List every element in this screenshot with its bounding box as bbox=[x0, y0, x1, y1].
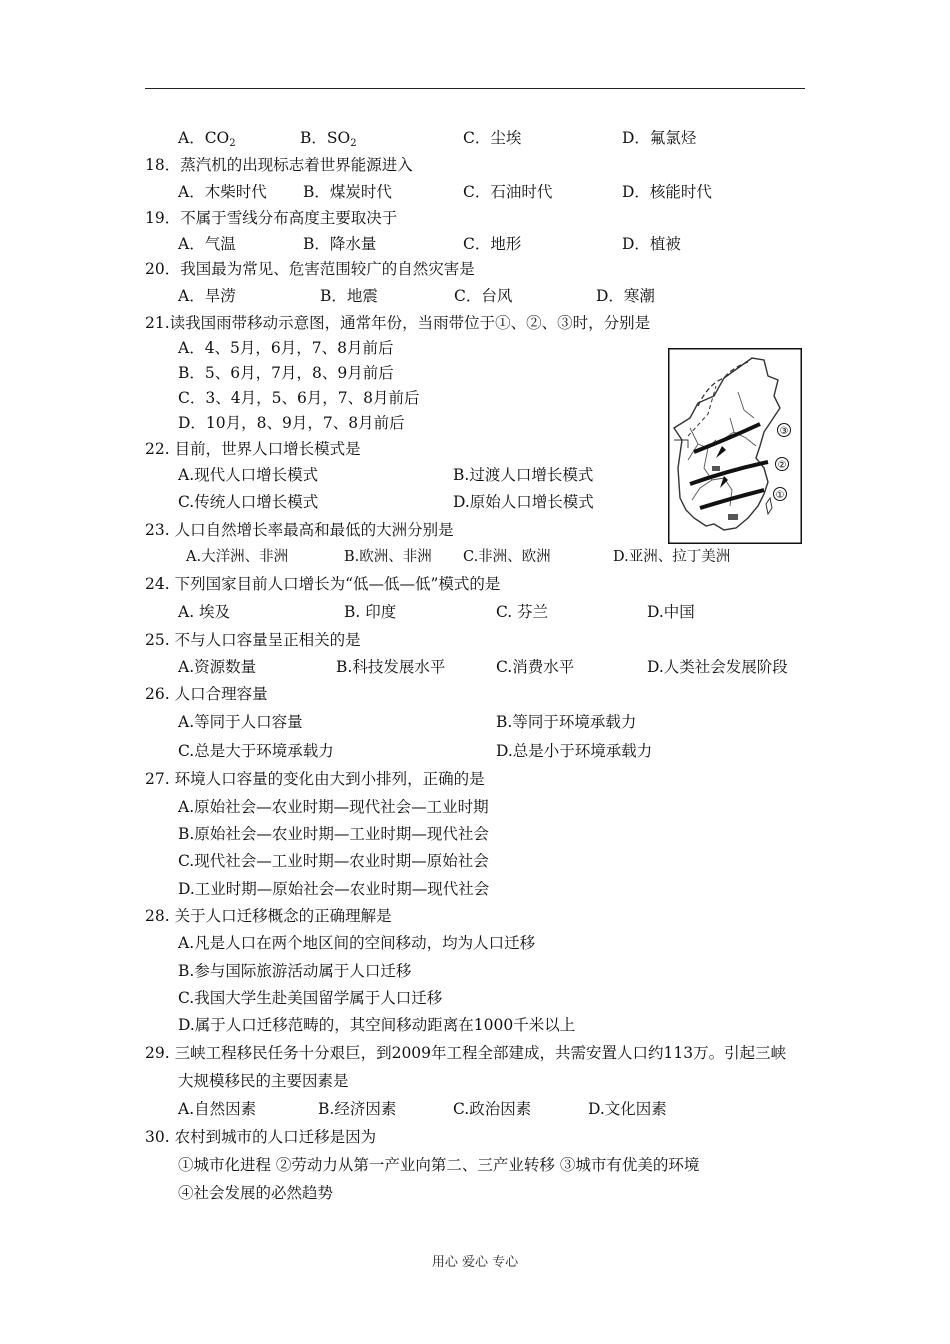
q28-stem: 28. 关于人口迁移概念的正确理解是 bbox=[145, 907, 392, 925]
q29-option-c: C.政治因素 bbox=[453, 1100, 532, 1118]
q20-stem: 20．我国最为常见、危害范围较广的自然灾害是 bbox=[145, 260, 475, 278]
q18-option-b: B．煤炭时代 bbox=[303, 183, 392, 201]
q21-option-b: B．5、6月，7月，8、9月前后 bbox=[178, 364, 394, 382]
q28-option-b: B.参与国际旅游活动属于人口迁移 bbox=[178, 962, 412, 980]
q30-statements-1: ①城市化进程 ②劳动力从第一产业向第二、三产业转移 ③城市有优美的环境 bbox=[178, 1156, 700, 1174]
q27-option-d: D.工业时期—原始社会—农业时期—现代社会 bbox=[178, 880, 490, 898]
q20-option-b: B．地震 bbox=[320, 287, 378, 305]
q26-option-c: C.总是大于环境承载力 bbox=[178, 742, 334, 760]
q20-option-c: C．台风 bbox=[454, 287, 513, 305]
header-rule bbox=[145, 88, 805, 89]
q21-option-a: A．4、5月，6月，7、8月前后 bbox=[178, 339, 394, 357]
q22-option-a: A.现代人口增长模式 bbox=[178, 466, 319, 484]
q23-option-c: C.非洲、欧洲 bbox=[463, 549, 551, 565]
q18-option-a: A．木柴时代 bbox=[178, 183, 267, 201]
q22-stem: 22. 目前，世界人口增长模式是 bbox=[145, 440, 361, 458]
q26-stem: 26. 人口合理容量 bbox=[145, 685, 268, 703]
q30-statements-2: ④社会发展的必然趋势 bbox=[178, 1184, 334, 1202]
q17-option-d: D．氟氯烃 bbox=[622, 129, 697, 147]
q27-option-c: C.现代社会—工业时期—农业时期—原始社会 bbox=[178, 852, 489, 870]
q19-option-c: C．地形 bbox=[463, 235, 522, 253]
q28-option-d: D.属于人口迁移范畴的，其空间移动距离在1000千米以上 bbox=[178, 1016, 576, 1034]
q18-stem: 18．蒸汽机的出现标志着世界能源进入 bbox=[145, 156, 413, 174]
q30-stem: 30. 农村到城市的人口迁移是因为 bbox=[145, 1128, 377, 1146]
label-1: ① bbox=[775, 490, 785, 501]
q18-option-c: C．石油时代 bbox=[463, 183, 553, 201]
q19-option-d: D．植被 bbox=[622, 235, 681, 253]
q17-option-a: A．$CO_2$ bbox=[178, 129, 236, 149]
q22-option-b: B.过渡人口增长模式 bbox=[453, 466, 594, 484]
q21-option-c: C．3、4月，5、6月，7、8月前后 bbox=[178, 389, 420, 407]
q25-option-a: A.资源数量 bbox=[178, 658, 257, 676]
q28-option-a: A.凡是人口在两个地区间的空间移动，均为人口迁移 bbox=[178, 934, 536, 952]
q18-option-d: D．核能时代 bbox=[622, 183, 712, 201]
q22-option-c: C.传统人口增长模式 bbox=[178, 493, 319, 511]
arrow-marker bbox=[712, 466, 720, 471]
arrow-marker-2 bbox=[728, 514, 738, 520]
q29-stem: 29. 三峡工程移民任务十分艰巨，到2009年工程全部建成，共需安置人口约113万。引起三峡 bbox=[145, 1044, 787, 1062]
q17-option-c: C．尘埃 bbox=[463, 129, 522, 147]
q28-option-c: C.我国大学生赴美国留学属于人口迁移 bbox=[178, 989, 443, 1007]
q21-stem: 21.读我国雨带移动示意图，通常年份，当雨带位于①、②、③时，分别是 bbox=[145, 314, 651, 332]
q24-stem: 24. 下列国家目前人口增长为“低—低—低”模式的是 bbox=[145, 575, 501, 593]
label-3: ③ bbox=[779, 426, 789, 437]
q22-option-d: D.原始人口增长模式 bbox=[453, 493, 594, 511]
label-2: ② bbox=[777, 460, 787, 471]
page-footer: 用心 爱心 专心 bbox=[431, 1255, 519, 1270]
q24-option-b: B. 印度 bbox=[344, 603, 397, 621]
q27-option-b: B.原始社会—农业时期—工业时期—现代社会 bbox=[178, 825, 489, 843]
q26-option-d: D.总是小于环境承载力 bbox=[496, 742, 653, 760]
q23-option-b: B.欧洲、非洲 bbox=[344, 549, 432, 565]
q23-stem: 23. 人口自然增长率最高和最低的大洲分别是 bbox=[145, 521, 454, 539]
q19-option-b: B．降水量 bbox=[303, 235, 377, 253]
q27-stem: 27. 环境人口容量的变化由大到小排列，正确的是 bbox=[145, 770, 485, 788]
q19-stem: 19．不属于雪线分布高度主要取决于 bbox=[145, 209, 398, 227]
q21-option-d: D．10月，8、9月，7、8月前后 bbox=[178, 414, 405, 432]
q25-option-b: B.科技发展水平 bbox=[336, 658, 446, 676]
q26-option-b: B.等同于环境承载力 bbox=[496, 713, 637, 731]
q25-stem: 25. 不与人口容量呈正相关的是 bbox=[145, 631, 361, 649]
q20-option-a: A．旱涝 bbox=[178, 287, 236, 305]
q19-option-a: A．气温 bbox=[178, 235, 236, 253]
rain-belt-map bbox=[668, 348, 802, 544]
q25-option-c: C.消费水平 bbox=[496, 658, 575, 676]
q20-option-d: D．寒潮 bbox=[596, 287, 655, 305]
q24-option-d: D.中国 bbox=[647, 603, 695, 621]
q23-option-a: A.大洋洲、非洲 bbox=[186, 549, 289, 565]
q29-option-d: D.文化因素 bbox=[588, 1100, 667, 1118]
q24-option-a: A. 埃及 bbox=[178, 603, 231, 621]
q27-option-a: A.原始社会—农业时期—现代社会—工业时期 bbox=[178, 798, 489, 816]
q29-option-a: A.自然因素 bbox=[178, 1100, 257, 1118]
q26-option-a: A.等同于人口容量 bbox=[178, 713, 303, 731]
q25-option-d: D.人类社会发展阶段 bbox=[647, 658, 788, 676]
q29-stem-continued: 大规模移民的主要因素是 bbox=[178, 1072, 349, 1090]
q23-option-d: D.亚洲、拉丁美洲 bbox=[613, 549, 731, 565]
q24-option-c: C. 芬兰 bbox=[496, 603, 549, 621]
q29-option-b: B.经济因素 bbox=[318, 1100, 397, 1118]
q17-option-b: B．$SO_2$ bbox=[300, 129, 357, 149]
